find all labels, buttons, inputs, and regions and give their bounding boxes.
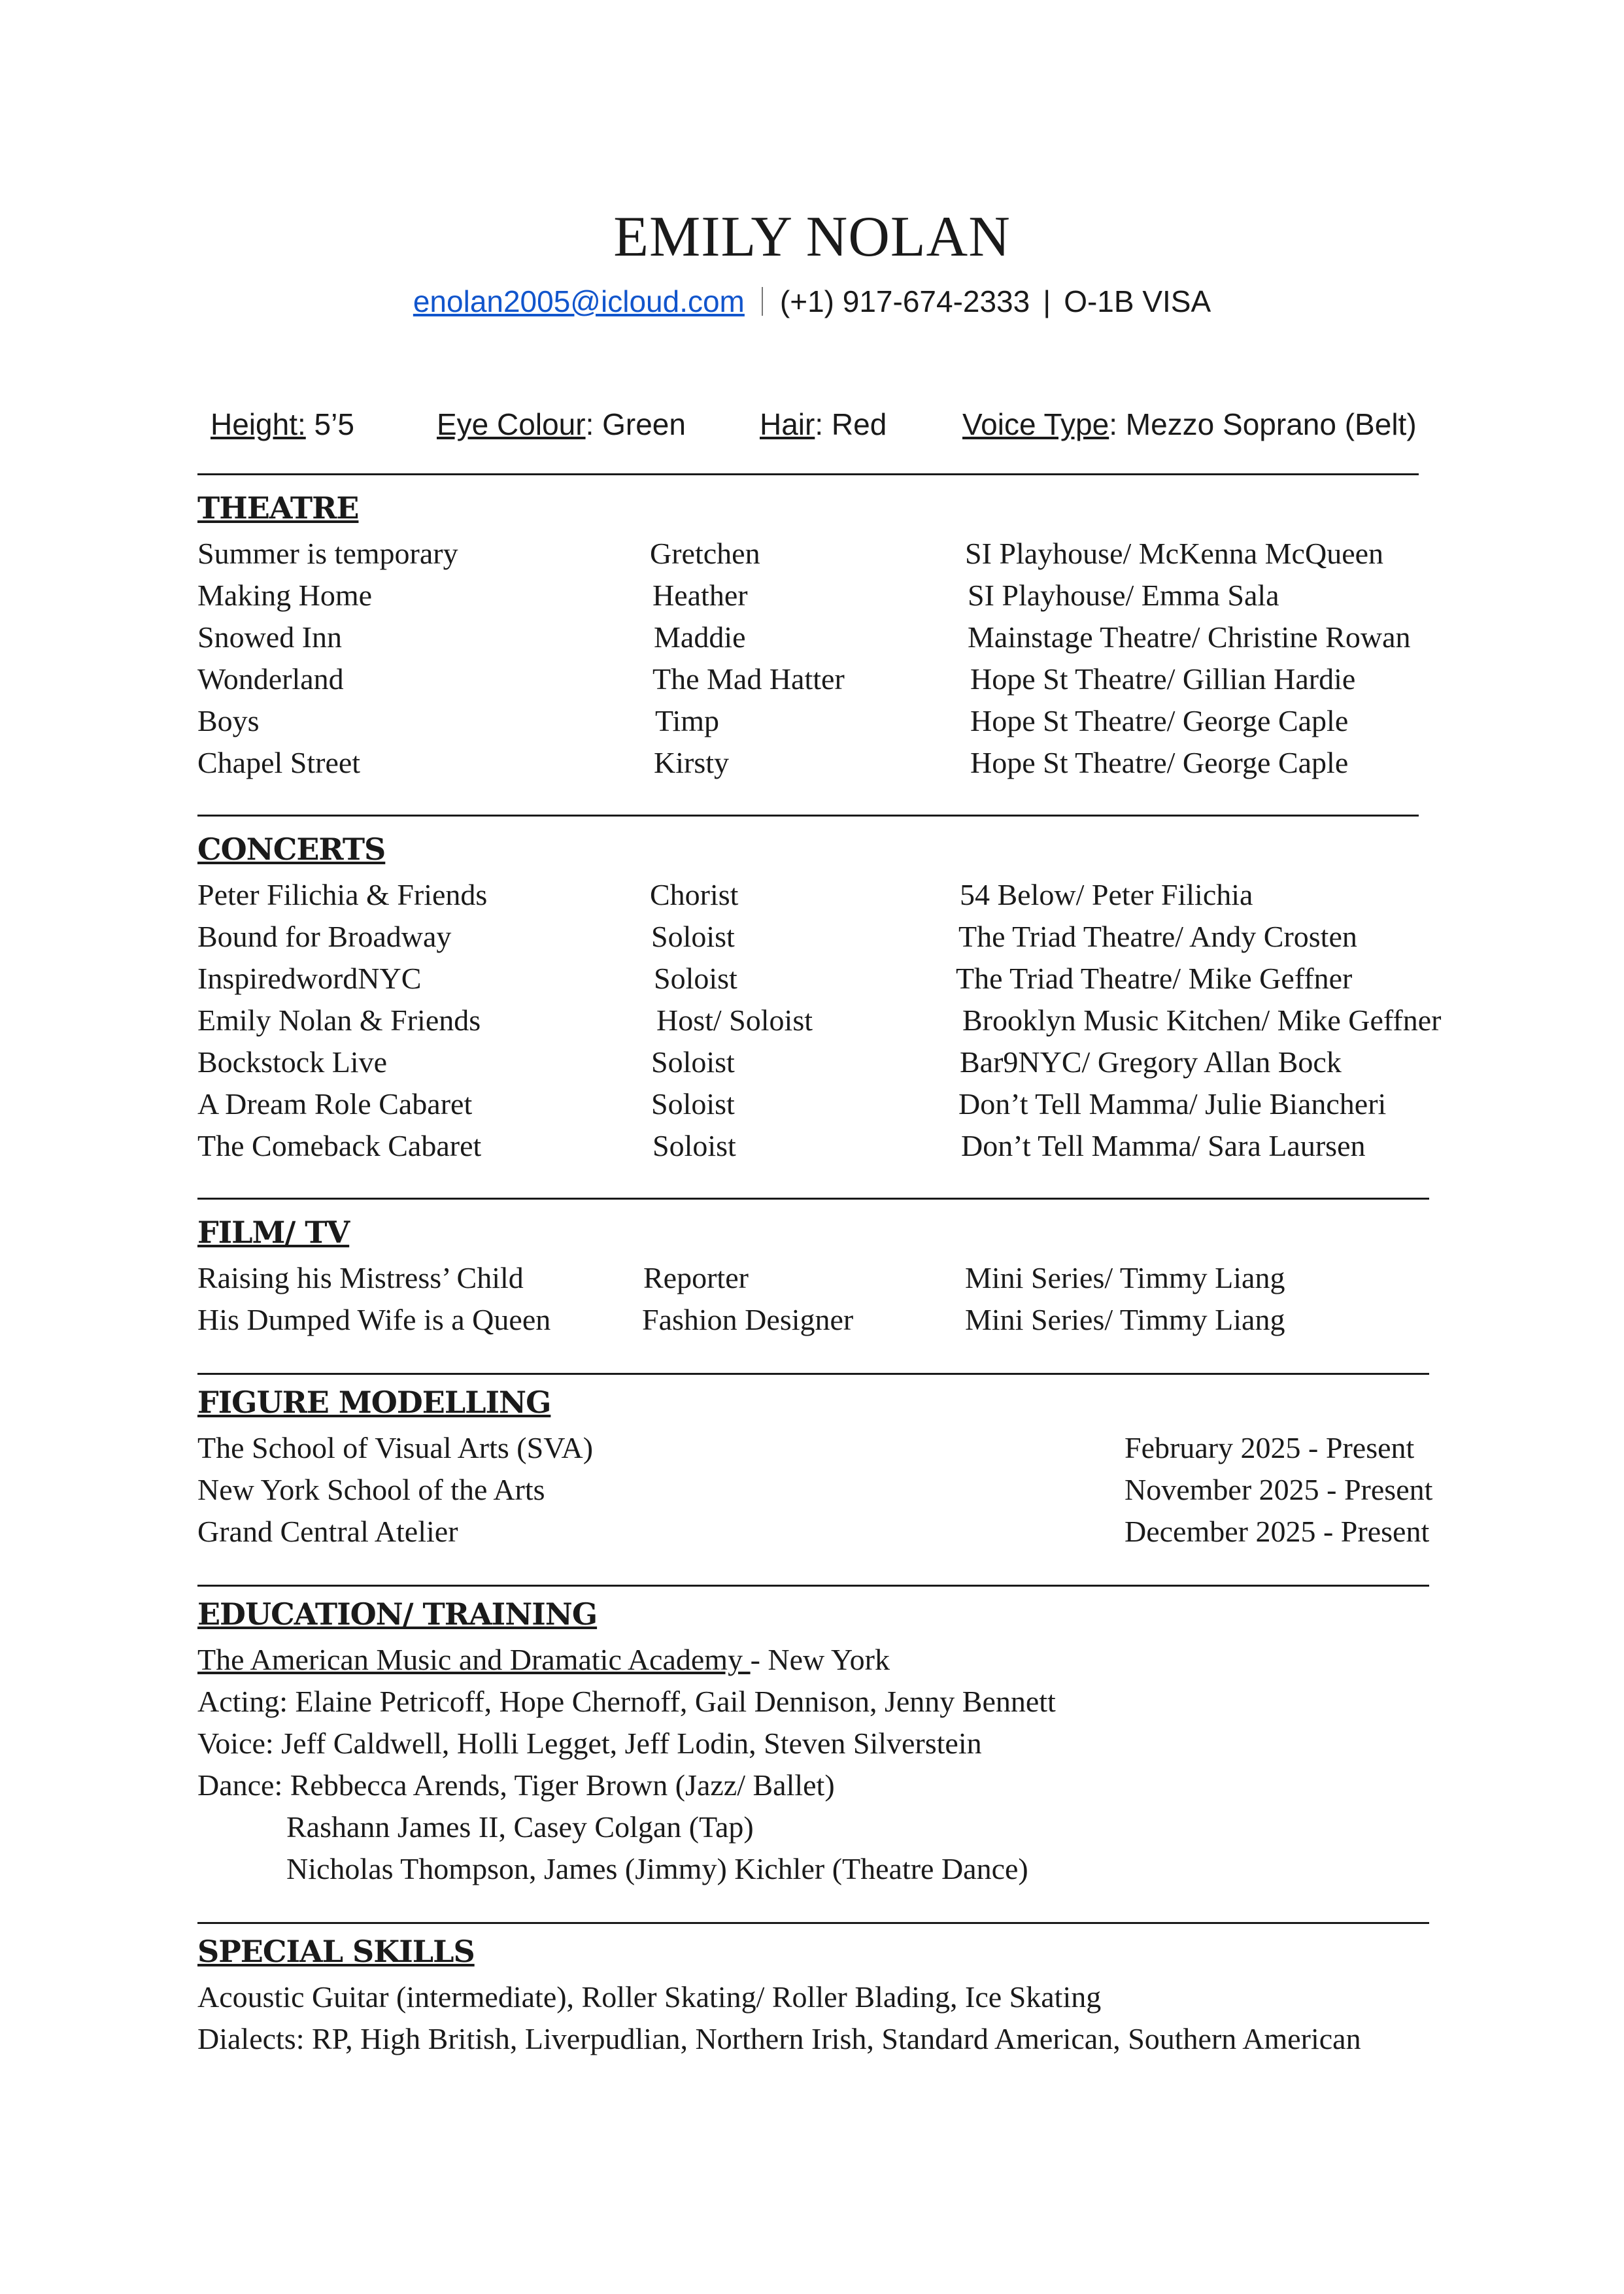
production-title: Raising his Mistress’ Child bbox=[197, 1261, 524, 1294]
eye-colour-stat bbox=[437, 407, 686, 442]
concert-title: Bockstock Live bbox=[197, 1045, 387, 1079]
height-value: 5’5 bbox=[305, 407, 354, 441]
theatre-row bbox=[0, 703, 1624, 745]
height-stat bbox=[211, 407, 354, 442]
role: Chorist bbox=[650, 878, 739, 911]
school-line bbox=[197, 1642, 890, 1677]
theatre-row bbox=[0, 620, 1624, 662]
show-title: Boys bbox=[197, 704, 260, 737]
hair-value: : Red bbox=[815, 407, 887, 441]
concert-title: Emily Nolan & Friends bbox=[197, 1004, 481, 1037]
role: Heather bbox=[652, 579, 748, 612]
film-tv-row bbox=[0, 1302, 1624, 1344]
venue-director: Hope St Theatre/ George Caple bbox=[970, 746, 1349, 779]
institution: Grand Central Atelier bbox=[197, 1515, 458, 1548]
modelling-row bbox=[0, 1430, 1624, 1472]
role: Maddie bbox=[654, 620, 746, 654]
role: Kirsty bbox=[654, 746, 729, 779]
role: Soloist bbox=[651, 1045, 735, 1079]
concert-title: Bound for Broadway bbox=[197, 920, 452, 953]
contact-line bbox=[0, 284, 1624, 319]
voice-teachers: Voice: Jeff Caldwell, Holli Legget, Jeff Lodin, Steven Silverstein bbox=[197, 1727, 982, 1760]
venue-director: SI Playhouse/ McKenna McQueen bbox=[965, 537, 1384, 570]
special-skills-heading: SPECIAL SKILLS bbox=[197, 1934, 475, 1969]
hair-label: Hair bbox=[760, 407, 815, 441]
theatre-row bbox=[0, 745, 1624, 787]
concerts-heading: CONCERTS bbox=[197, 832, 386, 867]
show-title: Summer is temporary bbox=[197, 537, 458, 570]
eye-colour-value: : Green bbox=[585, 407, 686, 441]
role: Gretchen bbox=[650, 537, 760, 570]
production-title: His Dumped Wife is a Queen bbox=[197, 1303, 551, 1336]
concert-row bbox=[0, 877, 1624, 919]
modelling-row bbox=[0, 1514, 1624, 1556]
venue-director: The Triad Theatre/ Andy Crosten bbox=[958, 920, 1357, 953]
school-name: The American Music and Dramatic Academy bbox=[197, 1643, 751, 1676]
skills-line: Acoustic Guitar (intermediate), Roller Skating/ Roller Blading, Ice Skating bbox=[197, 1980, 1102, 2014]
venue-director: SI Playhouse/ Emma Sala bbox=[968, 579, 1279, 612]
concert-row bbox=[0, 919, 1624, 961]
film-tv-row bbox=[0, 1260, 1624, 1302]
figure-modelling-heading: FIGURE MODELLING bbox=[197, 1385, 551, 1420]
section-divider bbox=[197, 1373, 1429, 1375]
concert-row bbox=[0, 1045, 1624, 1087]
show-title: Chapel Street bbox=[197, 746, 361, 779]
section-divider bbox=[197, 1922, 1429, 1924]
eye-colour-label: Eye Colour bbox=[437, 407, 586, 441]
concert-title: A Dream Role Cabaret bbox=[197, 1087, 473, 1121]
acting-teachers: Acting: Elaine Petricoff, Hope Chernoff, Gail Dennison, Jenny Bennett bbox=[197, 1685, 1056, 1718]
phone-number: (+1) 917-674-2333 bbox=[779, 284, 1030, 318]
concert-title: The Comeback Cabaret bbox=[197, 1129, 482, 1162]
concert-row bbox=[0, 1087, 1624, 1128]
concert-title: Peter Filichia & Friends bbox=[197, 878, 488, 911]
concert-row bbox=[0, 1128, 1624, 1170]
venue-director: Bar9NYC/ Gregory Allan Bock bbox=[960, 1045, 1342, 1079]
voice-type-value: : Mezzo Soprano (Belt) bbox=[1109, 407, 1417, 441]
physical-stats bbox=[0, 407, 1624, 446]
role: The Mad Hatter bbox=[652, 662, 845, 696]
email-link[interactable]: enolan2005@icloud.com bbox=[413, 284, 745, 318]
institution: New York School of the Arts bbox=[197, 1473, 545, 1506]
role: Soloist bbox=[651, 1087, 735, 1121]
show-title: Making Home bbox=[197, 579, 373, 612]
contact-separator: | bbox=[1043, 284, 1051, 318]
show-title: Snowed Inn bbox=[197, 620, 343, 654]
dialects-line: Dialects: RP, High British, Liverpudlian, Northern Irish, Standard American, Southern American bbox=[197, 2022, 1361, 2055]
role: Soloist bbox=[651, 920, 735, 953]
concert-row bbox=[0, 961, 1624, 1003]
format-director: Mini Series/ Timmy Liang bbox=[965, 1261, 1285, 1294]
theatre-heading: THEATRE bbox=[197, 490, 359, 526]
venue-director: The Triad Theatre/ Mike Geffner bbox=[956, 962, 1353, 995]
section-divider bbox=[197, 1585, 1429, 1587]
theatre-row bbox=[0, 662, 1624, 703]
education-heading: EDUCATION/ TRAINING bbox=[197, 1596, 598, 1632]
date-range: November 2025 - Present bbox=[1125, 1473, 1433, 1506]
venue-director: Brooklyn Music Kitchen/ Mike Geffner bbox=[962, 1004, 1442, 1037]
venue-director: Hope St Theatre/ George Caple bbox=[970, 704, 1349, 737]
contact-divider bbox=[762, 287, 763, 316]
modelling-row bbox=[0, 1472, 1624, 1514]
concert-row bbox=[0, 1003, 1624, 1045]
date-range: December 2025 - Present bbox=[1125, 1515, 1430, 1548]
voice-type-label: Voice Type bbox=[962, 407, 1109, 441]
institution: The School of Visual Arts (SVA) bbox=[197, 1431, 594, 1464]
height-label: Height: bbox=[211, 407, 306, 441]
role: Soloist bbox=[654, 962, 737, 995]
venue-director: Don’t Tell Mamma/ Sara Laursen bbox=[961, 1129, 1366, 1162]
voice-type-stat bbox=[962, 407, 1417, 442]
concert-title: InspiredwordNYC bbox=[197, 962, 422, 995]
section-divider bbox=[197, 1198, 1429, 1200]
show-title: Wonderland bbox=[197, 662, 344, 696]
venue-director: Hope St Theatre/ Gillian Hardie bbox=[970, 662, 1356, 696]
dance-teachers-theatre: Nicholas Thompson, James (Jimmy) Kichler (Theatre Dance) bbox=[286, 1852, 1028, 1885]
role: Timp bbox=[655, 704, 720, 737]
venue-director: 54 Below/ Peter Filichia bbox=[960, 878, 1253, 911]
film-tv-heading: FILM/ TV bbox=[197, 1215, 350, 1250]
theatre-row bbox=[0, 536, 1624, 578]
role: Reporter bbox=[643, 1261, 749, 1294]
role: Fashion Designer bbox=[642, 1303, 854, 1336]
hair-stat bbox=[760, 407, 887, 442]
role: Host/ Soloist bbox=[656, 1004, 813, 1037]
theatre-row bbox=[0, 578, 1624, 620]
school-location: - New York bbox=[750, 1643, 890, 1676]
venue-director: Don’t Tell Mamma/ Julie Biancheri bbox=[958, 1087, 1387, 1121]
venue-director: Mainstage Theatre/ Christine Rowan bbox=[968, 620, 1411, 654]
dance-teachers: Dance: Rebbecca Arends, Tiger Brown (Jazz/ Ballet) bbox=[197, 1768, 835, 1802]
section-divider bbox=[197, 815, 1419, 817]
date-range: February 2025 - Present bbox=[1125, 1431, 1415, 1464]
dance-teachers-tap: Rashann James II, Casey Colgan (Tap) bbox=[286, 1810, 754, 1844]
format-director: Mini Series/ Timmy Liang bbox=[965, 1303, 1285, 1336]
visa-status: O-1B VISA bbox=[1064, 284, 1211, 318]
role: Soloist bbox=[652, 1129, 736, 1162]
section-divider bbox=[197, 473, 1419, 475]
candidate-name: EMILY NOLAN bbox=[613, 205, 1011, 269]
